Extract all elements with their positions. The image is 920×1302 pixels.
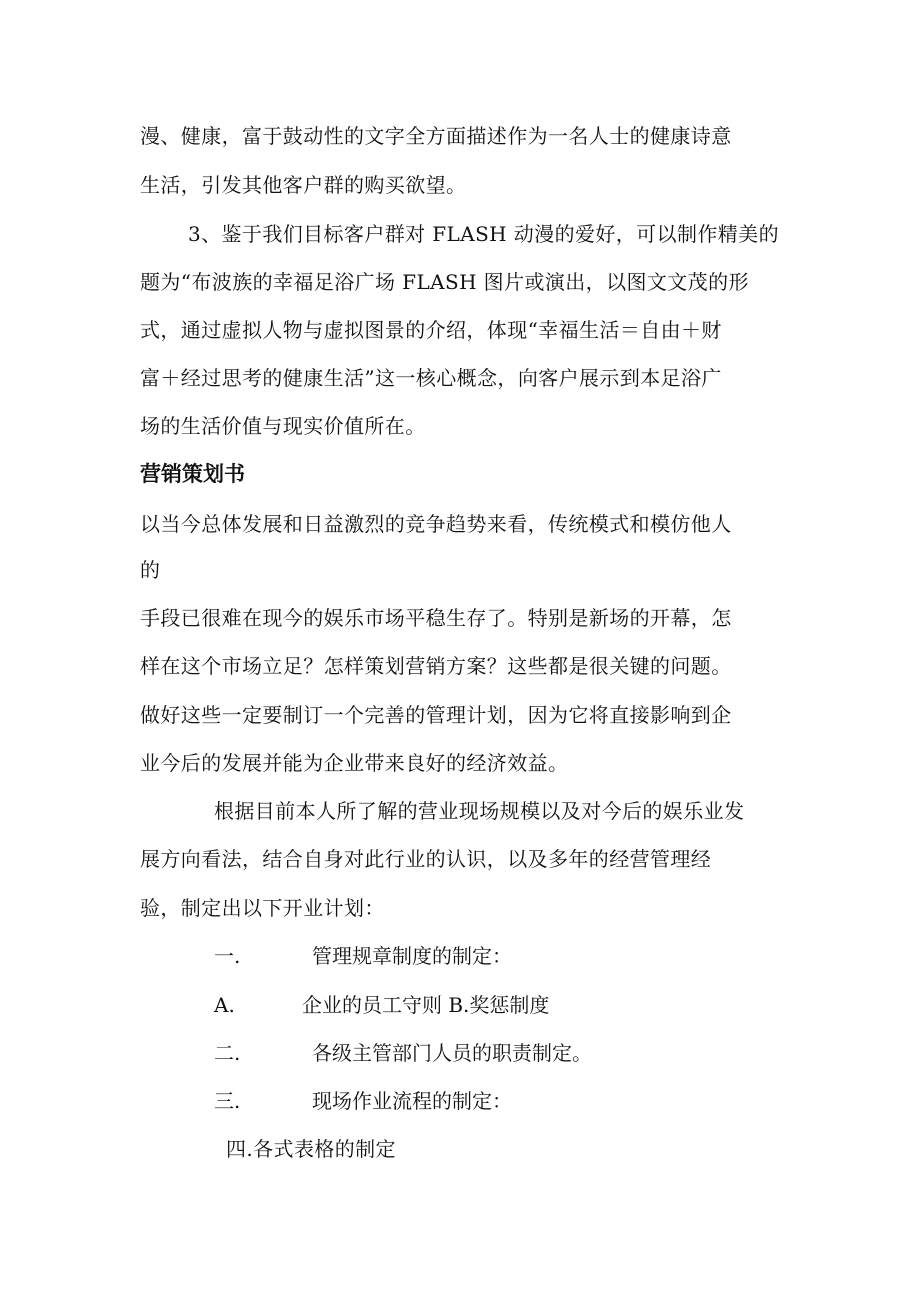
- paragraph2-line-5: 场的生活价值与现实价值所在。: [140, 414, 426, 438]
- paragraph3-line-3: 手段已很难在现今的娱乐市场平稳生存了。特别是新场的开幕，怎: [140, 606, 732, 630]
- paragraph4-line-3: 验，制定出以下开业计划：: [140, 896, 385, 920]
- paragraph2-line-3: 式，通过虚拟人物与虚拟图景的介绍，体现“幸福生活＝自由＋财: [140, 318, 722, 342]
- plan-item-text: 各级主管部门人员的职责制定。: [312, 1041, 592, 1065]
- paragraph4-line-2: 展方向看法，结合自身对此行业的认识，以及多年的经营管理经: [140, 847, 712, 871]
- plan-item-marker: 二.: [214, 1041, 241, 1065]
- plan-item-marker: 三.: [214, 1089, 241, 1113]
- plan-item-text: 企业的员工守则 B.奖惩制度: [302, 993, 550, 1017]
- paragraph3-line-1: 以当今总体发展和日益激烈的竞争趋势来看，传统模式和模仿他人: [140, 512, 732, 536]
- paragraph2-line-2: 题为“布波族的幸福足浴广场 FLASH 图片或演出，以图文文茂的形: [140, 270, 749, 294]
- paragraph4-line-1: 根据目前本人所了解的营业现场规模以及对今后的娱乐业发: [214, 799, 745, 823]
- plan-item-text: 现场作业流程的制定：: [312, 1089, 512, 1113]
- paragraph1-line-2: 生活，引发其他客户群的购买欲望。: [140, 173, 467, 197]
- paragraph2-line-4: 富＋经过思考的健康生活”这一核心概念，向客户展示到本足浴广: [140, 366, 722, 390]
- paragraph3-line-4: 样在这个市场立足？怎样策划营销方案？这些都是很关键的问题。: [140, 654, 732, 678]
- section-title: 营销策划书: [140, 462, 245, 486]
- paragraph3-line-2: 的: [140, 558, 161, 582]
- paragraph2-line-1: 3、鉴于我们目标客户群对 FLASH 动漫的爱好，可以制作精美的: [188, 222, 779, 246]
- plan-item-marker: 一.: [214, 944, 241, 968]
- plan-item-text: 管理规章制度的制定：: [312, 944, 512, 968]
- paragraph1-line-1: 漫、健康，富于鼓动性的文字全方面描述作为一名人士的健康诗意: [140, 124, 732, 148]
- paragraph3-line-5: 做好这些一定要制订一个完善的管理计划，因为它将直接影响到企: [140, 703, 732, 727]
- plan-item-marker: A.: [214, 993, 235, 1017]
- plan-item-5: 四.各式表格的制定: [226, 1137, 396, 1161]
- paragraph3-line-6: 业今后的发展并能为企业带来良好的经济效益。: [140, 751, 569, 775]
